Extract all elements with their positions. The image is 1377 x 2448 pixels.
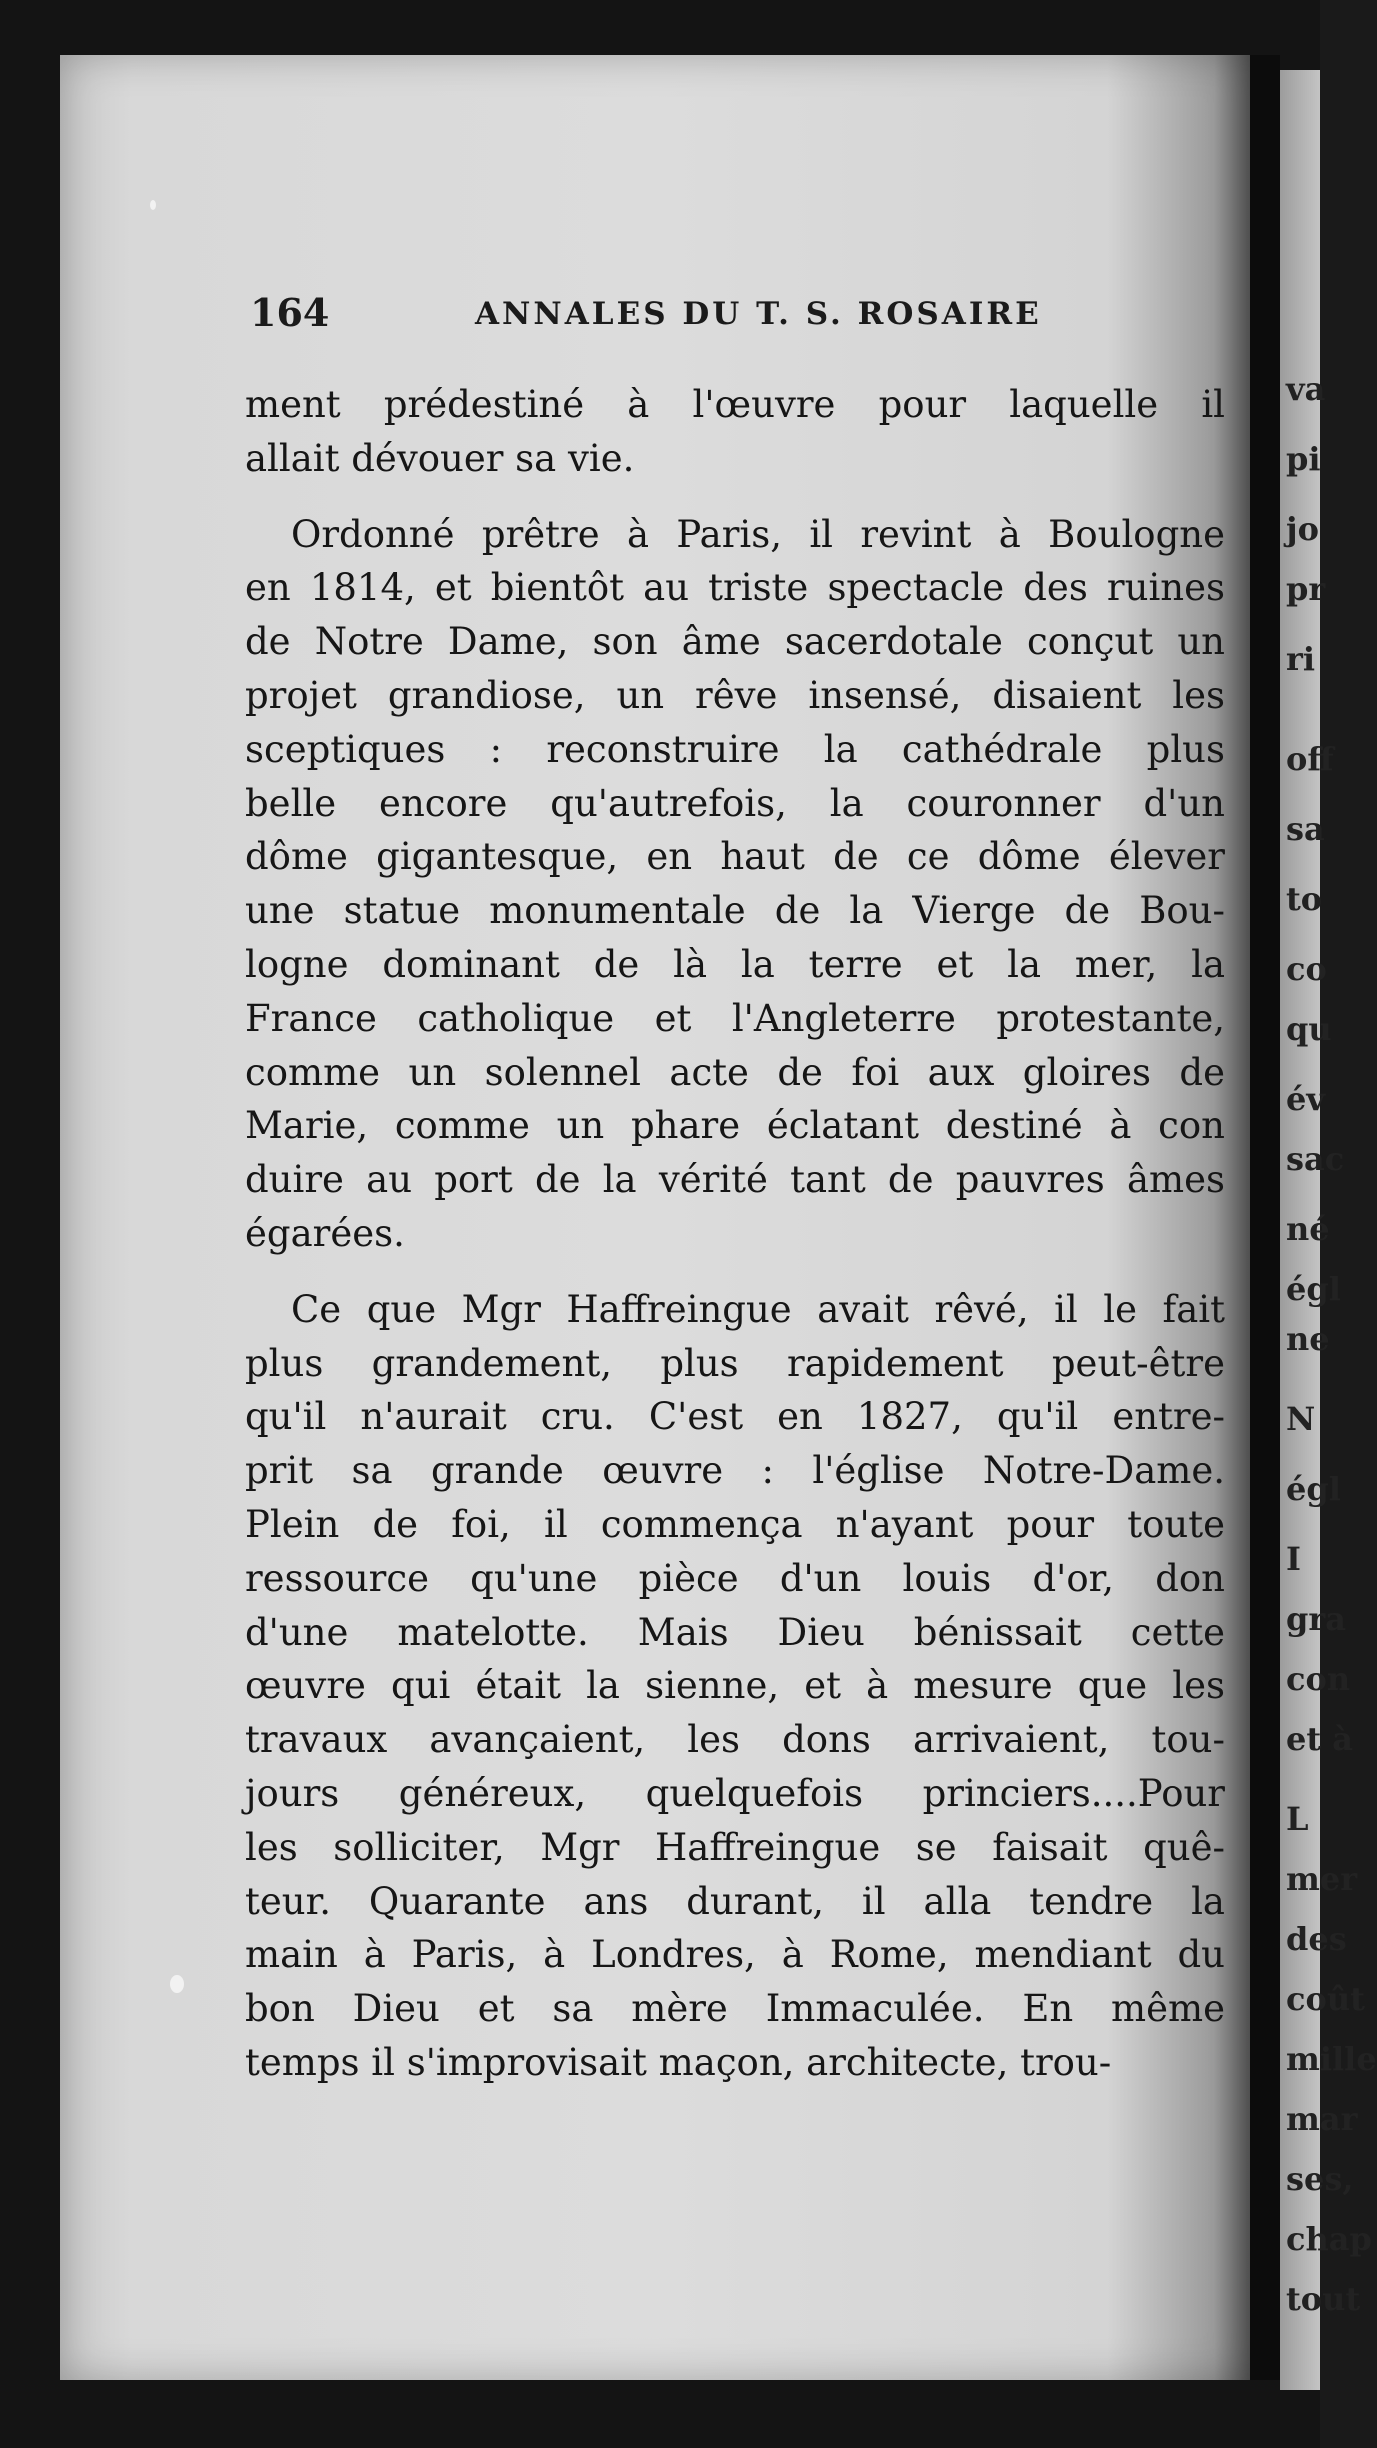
adjacent-page-fragment: mille bbox=[1286, 2040, 1377, 2078]
text-line: main à Paris, à Londres, à Rome, mendiant du bbox=[245, 1933, 1225, 1977]
text-line: une statue monumentale de la Vierge de Bou- bbox=[245, 889, 1225, 933]
text-line: duire au port de la vérité tant de pauvres âmes bbox=[245, 1158, 1225, 1202]
text-line: Ordonné prêtre à Paris, il revint à Boulogne bbox=[291, 512, 1225, 556]
adjacent-page-fragment: pi bbox=[1286, 440, 1321, 478]
text-line: en 1814, et bientôt au triste spectacle des ruines bbox=[245, 566, 1225, 610]
text-line: ment prédestiné à l'œuvre pour laquelle il bbox=[245, 383, 1225, 426]
adjacent-page-fragment: mer bbox=[1286, 1860, 1358, 1898]
running-title: ANNALES DU T. S. ROSAIRE bbox=[475, 296, 1042, 332]
adjacent-page-fragment: sa bbox=[1286, 810, 1325, 848]
text-line: belle encore qu'autrefois, la couronner d'un bbox=[245, 781, 1225, 825]
adjacent-page-fragment: gra bbox=[1286, 1600, 1346, 1638]
adjacent-page-fragment: I bbox=[1286, 1540, 1301, 1578]
paragraph-gap bbox=[245, 1261, 1225, 1283]
text-line: œuvre qui était la sienne, et à mesure que les bbox=[245, 1664, 1225, 1708]
adjacent-page-fragment: chap bbox=[1286, 2220, 1372, 2258]
text-line: bon Dieu et sa mère Immaculée. En même bbox=[245, 1987, 1225, 2031]
adjacent-page-fragment: co bbox=[1286, 950, 1327, 988]
adjacent-page-fragment: mar bbox=[1286, 2100, 1358, 2138]
adjacent-page-fragment: L bbox=[1286, 1800, 1309, 1838]
text-line: plus grandement, plus rapidement peut-être bbox=[245, 1341, 1225, 1385]
text-line: qu'il n'aurait cru. C'est en 1827, qu'il entre- bbox=[245, 1395, 1225, 1439]
paragraph bbox=[245, 508, 1225, 1261]
adjacent-page-fragment: ne bbox=[1286, 1320, 1330, 1358]
text-line: égarées. bbox=[245, 1211, 405, 1255]
text-line: ressource qu'une pièce d'un louis d'or, don bbox=[245, 1556, 1225, 1600]
text-line: Marie, comme un phare éclatant destiné à con bbox=[245, 1104, 1225, 1148]
text-line: travaux avançaient, les dons arrivaient, tou- bbox=[245, 1718, 1225, 1762]
scan-speck bbox=[170, 1975, 184, 1993]
text-line: les solliciter, Mgr Haffreingue se faisait quê- bbox=[245, 1825, 1225, 1869]
page-number: 164 bbox=[250, 290, 330, 335]
adjacent-page-fragment: des bbox=[1286, 1920, 1347, 1958]
adjacent-page-fragment: qu bbox=[1286, 1010, 1332, 1048]
text-line: prit sa grande œuvre : l'église Notre-Dame. bbox=[245, 1449, 1225, 1493]
text-line: temps il s'improvisait maçon, architecte, trou- bbox=[245, 2040, 1112, 2084]
adjacent-page-fragment: égl bbox=[1286, 1470, 1341, 1508]
adjacent-page-fragment: ri bbox=[1286, 640, 1316, 678]
adjacent-page-fragment: égl bbox=[1286, 1270, 1341, 1308]
adjacent-page-fragment: ses, bbox=[1286, 2160, 1354, 2198]
paragraph bbox=[245, 1283, 1225, 2090]
text-line: allait dévouer sa vie. bbox=[245, 436, 635, 480]
adjacent-page-fragment: con bbox=[1286, 1660, 1351, 1698]
text-line: logne dominant de là la terre et la mer, la bbox=[245, 942, 1225, 986]
adjacent-page-fragment: coût bbox=[1286, 1980, 1365, 2018]
scan-speck bbox=[150, 200, 156, 210]
paragraph-gap bbox=[245, 486, 1225, 508]
adjacent-page-fragment: pr bbox=[1286, 570, 1326, 608]
text-line: France catholique et l'Angleterre protestante, bbox=[245, 996, 1225, 1040]
adjacent-page-fragment: jo bbox=[1286, 510, 1319, 548]
adjacent-page-fragment: off bbox=[1286, 740, 1334, 778]
adjacent-page-fragment: né bbox=[1286, 1210, 1330, 1248]
text-line: sceptiques : reconstruire la cathédrale plus bbox=[245, 727, 1225, 771]
text-line: de Notre Dame, son âme sacerdotale conçut un bbox=[245, 620, 1225, 664]
paragraph bbox=[245, 378, 1225, 486]
body-text bbox=[245, 378, 1225, 2090]
adjacent-page-fragment: sac bbox=[1286, 1140, 1345, 1178]
text-line: dôme gigantesque, en haut de ce dôme élever bbox=[245, 835, 1225, 879]
adjacent-page-fragment: tout bbox=[1286, 2280, 1361, 2318]
page-header bbox=[250, 290, 1210, 350]
adjacent-page-edge bbox=[1280, 70, 1377, 2390]
adjacent-page-fragment: év bbox=[1286, 1080, 1325, 1118]
book-gutter bbox=[1250, 55, 1280, 2380]
text-line: teur. Quarante ans durant, il alla tendre la bbox=[245, 1879, 1225, 1923]
adjacent-page-fragment: N bbox=[1286, 1400, 1316, 1438]
adjacent-page-fragment: va bbox=[1286, 370, 1326, 408]
adjacent-page-fragment: et à bbox=[1286, 1720, 1354, 1758]
text-line: comme un solennel acte de foi aux gloires de bbox=[245, 1050, 1225, 1094]
text-line: projet grandiose, un rêve insensé, disaient les bbox=[245, 673, 1225, 717]
text-line: jours généreux, quelquefois princiers....Pour bbox=[245, 1771, 1225, 1815]
text-line: Plein de foi, il commença n'ayant pour toute bbox=[245, 1502, 1225, 1546]
text-line: Ce que Mgr Haffreingue avait rêvé, il le fait bbox=[291, 1287, 1225, 1331]
adjacent-page-fragment: to bbox=[1286, 880, 1323, 918]
text-line: d'une matelotte. Mais Dieu bénissait cette bbox=[245, 1610, 1225, 1654]
